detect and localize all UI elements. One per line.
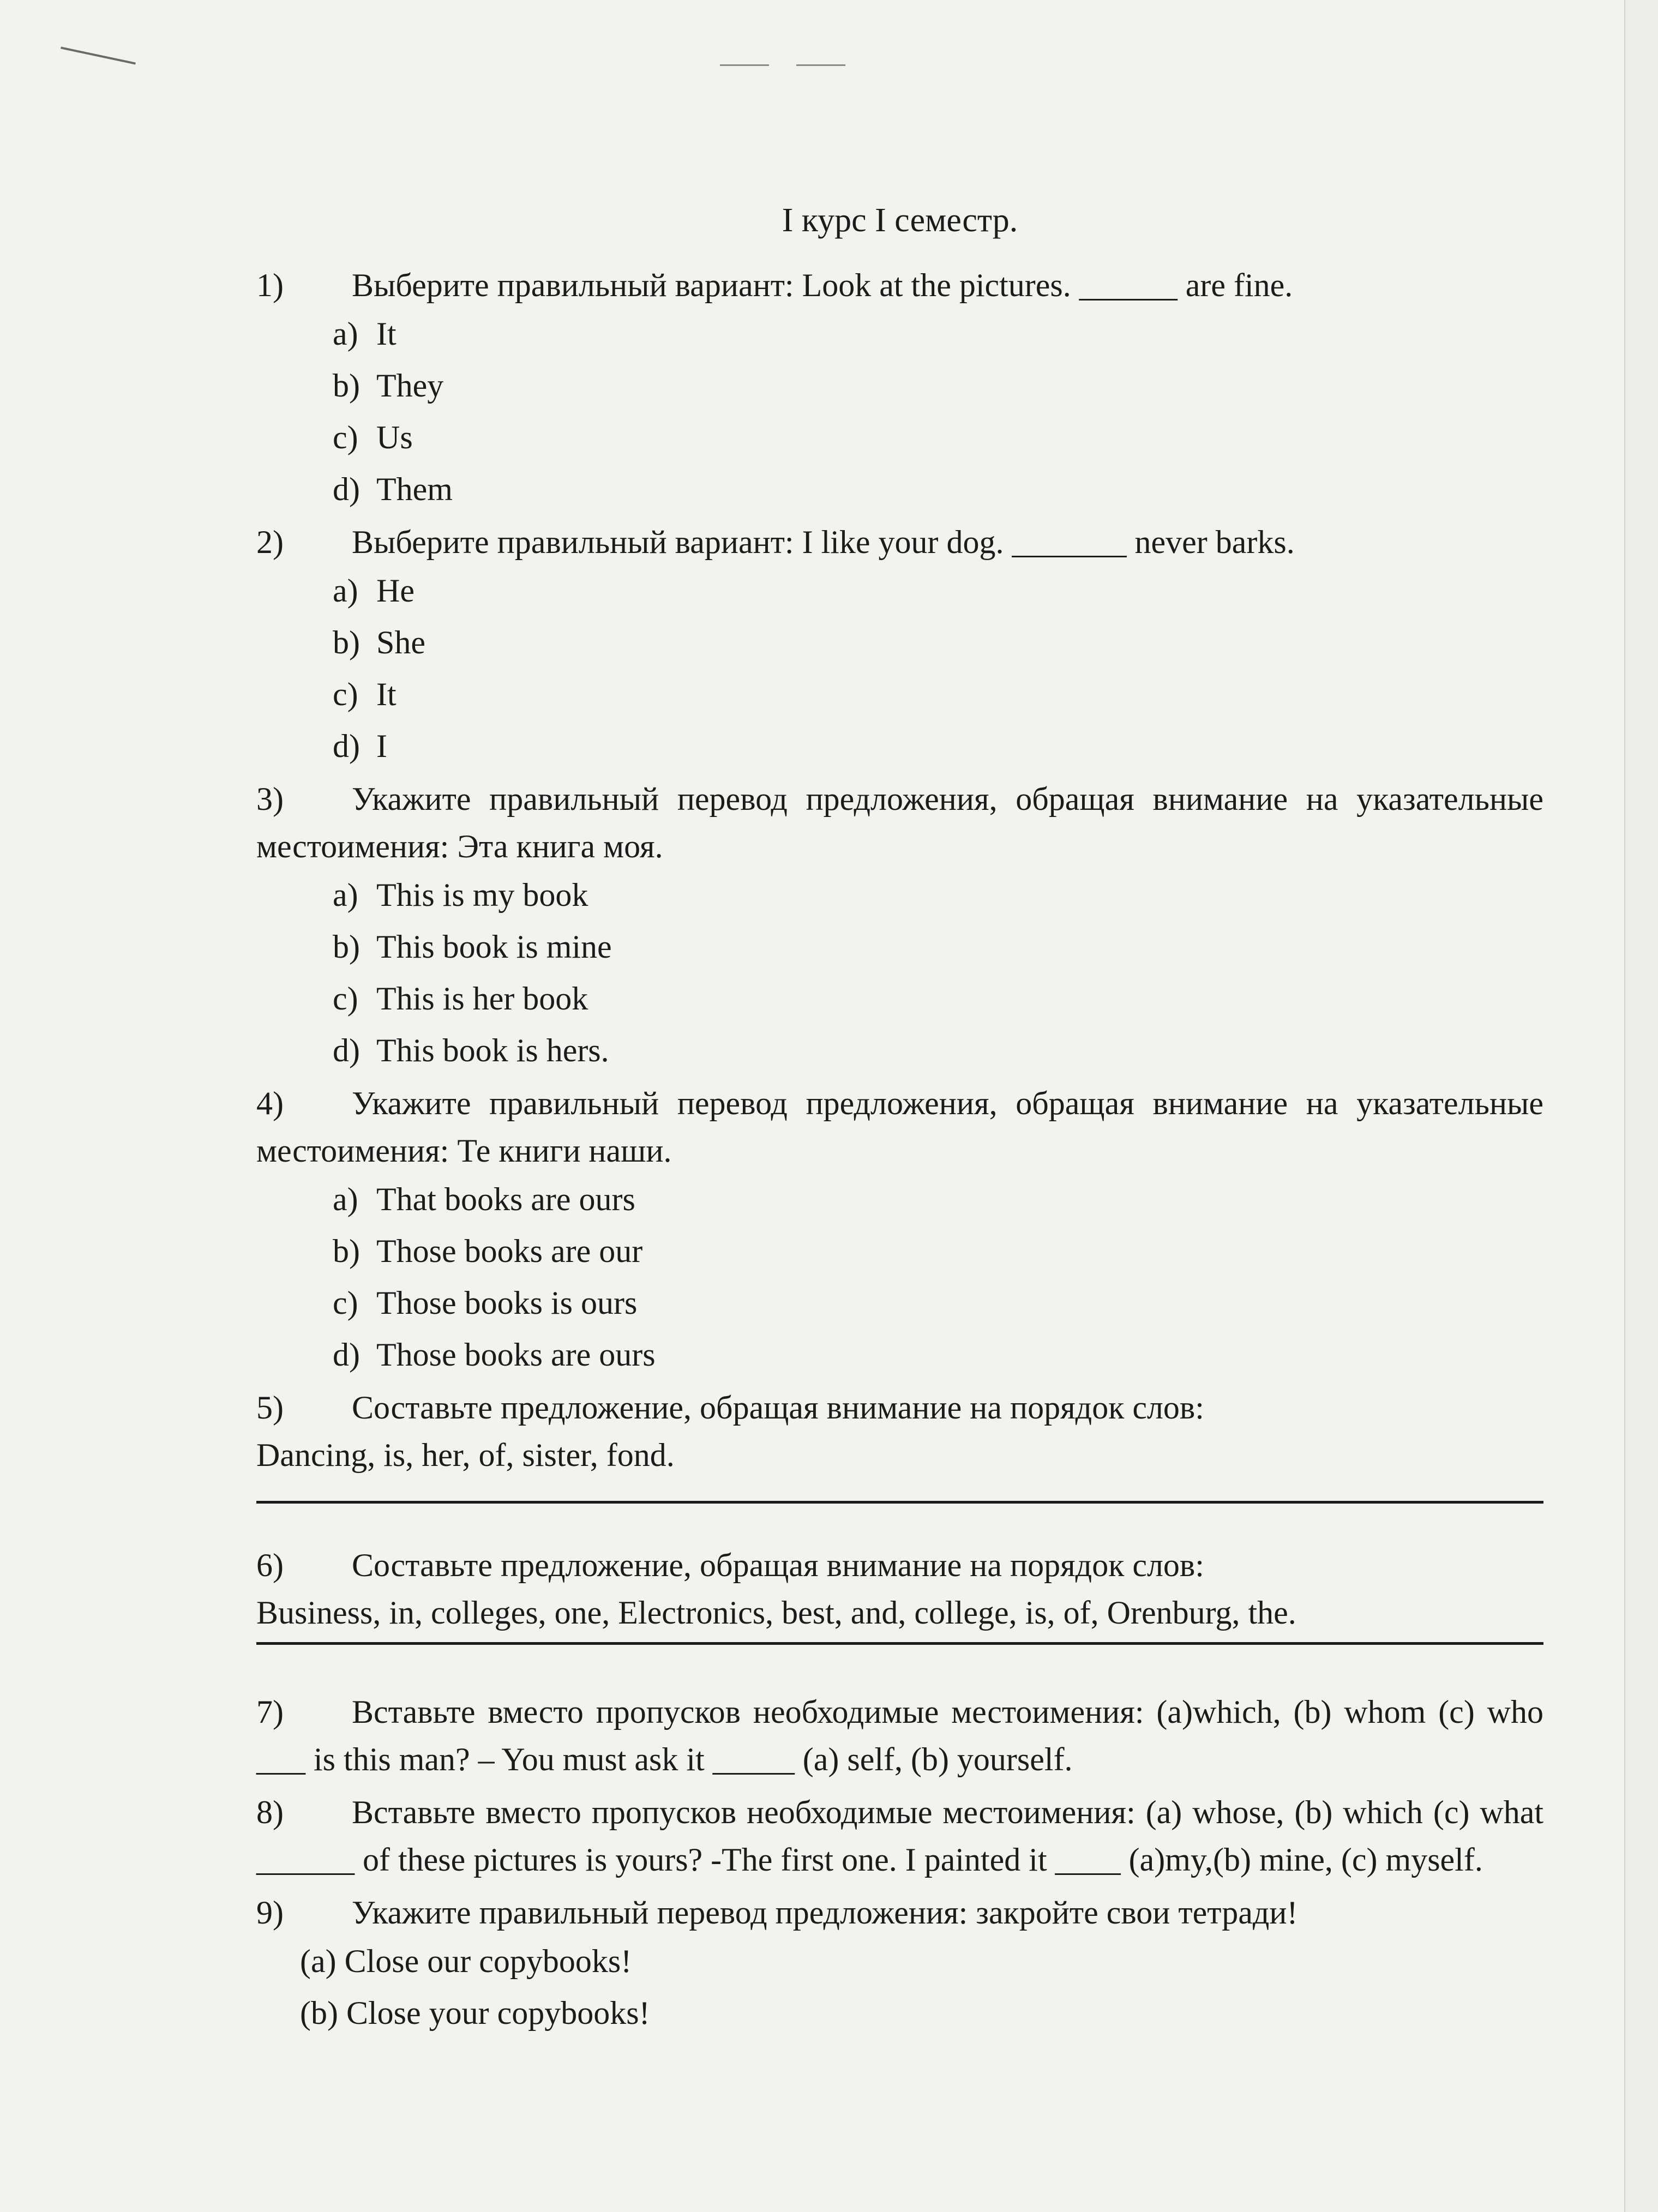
question-6 xyxy=(256,1542,1543,1589)
question-5 xyxy=(256,1384,1543,1432)
option-item xyxy=(333,414,1543,461)
option-letter: c) xyxy=(333,1284,358,1321)
page-title: I курс I семестр. xyxy=(782,202,1018,239)
option-text: It xyxy=(376,315,397,352)
option-item: (b) Close your copybooks! xyxy=(300,1994,650,2031)
option-letter: d) xyxy=(333,1336,360,1373)
option-letter: d) xyxy=(333,1032,360,1068)
question-number: 5) xyxy=(256,1389,284,1426)
option-letter: b) xyxy=(333,1233,360,1269)
top-dash-mark xyxy=(720,64,769,66)
option-text: She xyxy=(376,624,425,660)
option-letter: a) xyxy=(333,572,358,609)
option-item xyxy=(333,362,1543,410)
option-text: That books are ours xyxy=(376,1181,635,1217)
question-7 xyxy=(256,1688,1543,1783)
question-text: Составьте предложение, обращая внимание на порядок слов: xyxy=(352,1547,1204,1583)
question-number: 6) xyxy=(256,1547,284,1583)
option-text: This is my book xyxy=(376,876,588,913)
options-list xyxy=(333,567,1543,770)
option-item xyxy=(333,1279,1543,1327)
question-number: 2) xyxy=(256,524,284,560)
options-list xyxy=(300,1938,1543,2037)
option-text: They xyxy=(376,367,444,404)
options-list xyxy=(333,310,1543,513)
worksheet-content xyxy=(256,196,1543,2041)
option-item xyxy=(333,1331,1543,1379)
option-text: It xyxy=(376,676,397,712)
question-text: Укажите правильный перевод предложения, обращая внимание на указательные местоимения: Те книги наши. xyxy=(256,1085,1543,1169)
option-item xyxy=(333,1027,1543,1074)
top-dash-mark xyxy=(796,64,845,66)
option-letter: c) xyxy=(333,980,358,1017)
question-text: Выберите правильный вариант: Look at the pictures. ______ are fine. xyxy=(352,267,1293,303)
option-item xyxy=(333,1176,1543,1223)
question-1 xyxy=(256,262,1543,309)
question-number: 8) xyxy=(256,1794,284,1830)
option-letter: b) xyxy=(333,928,360,965)
word-list: Business, in, colleges, one, Electronics, best, and, college, is, of, Orenburg, the. xyxy=(256,1589,1543,1645)
question-number: 3) xyxy=(256,780,284,817)
question-number: 1) xyxy=(256,267,284,303)
option-item xyxy=(333,619,1543,666)
question-9 xyxy=(256,1889,1543,1937)
option-letter: c) xyxy=(333,676,358,712)
option-item xyxy=(333,567,1543,615)
option-item xyxy=(333,871,1543,919)
question-text: Вставьте вместо пропусков необходимые местоимения: (a) whose, (b) which (c) what ______ of these pictures is yours? -The first one. I painted it ____ (a)my,(b) mine, (c) myself. xyxy=(256,1794,1543,1878)
option-text: This book is mine xyxy=(376,928,612,965)
question-3 xyxy=(256,776,1543,870)
option-letter: a) xyxy=(333,315,358,352)
question-number: 9) xyxy=(256,1894,284,1931)
option-item xyxy=(333,975,1543,1023)
option-item xyxy=(333,466,1543,513)
option-item xyxy=(333,923,1543,971)
answer-line[interactable] xyxy=(256,1501,1543,1504)
option-item xyxy=(333,671,1543,718)
option-text: Those books is ours xyxy=(376,1284,638,1321)
question-number: 4) xyxy=(256,1085,284,1121)
option-text: Us xyxy=(376,419,413,455)
question-text: Вставьте вместо пропусков необходимые местоимения: (a)which, (b) whom (c) who ___ is this man? – You must ask it _____ (a) self, (b) yourself. xyxy=(256,1693,1543,1777)
question-text: Составьте предложение, обращая внимание на порядок слов: xyxy=(352,1389,1204,1426)
word-list: Dancing, is, her, of, sister, fond. xyxy=(256,1436,675,1473)
question-text: Укажите правильный перевод предложения, обращая внимание на указательные местоимения: Эта книга моя. xyxy=(256,780,1543,864)
option-text: This book is hers. xyxy=(376,1032,609,1068)
question-text: Выберите правильный вариант: I like your dog. _______ never barks. xyxy=(352,524,1295,560)
option-item xyxy=(333,1228,1543,1275)
question-4 xyxy=(256,1080,1543,1175)
option-letter: b) xyxy=(333,624,360,660)
option-text: This is her book xyxy=(376,980,588,1017)
option-letter: a) xyxy=(333,1181,358,1217)
options-list xyxy=(333,1176,1543,1379)
option-letter: b) xyxy=(333,367,360,404)
question-text: Укажите правильный перевод предложения: закройте свои тетради! xyxy=(352,1894,1298,1931)
option-letter: d) xyxy=(333,728,360,764)
option-letter: c) xyxy=(333,419,358,455)
question-number: 7) xyxy=(256,1693,284,1730)
option-text: I xyxy=(376,728,387,764)
option-text: Them xyxy=(376,471,453,507)
option-item xyxy=(333,310,1543,358)
options-list xyxy=(333,871,1543,1074)
underlying-sheet-edge xyxy=(1624,0,1658,2212)
option-letter: d) xyxy=(333,471,360,507)
pencil-mark xyxy=(61,46,136,64)
option-item xyxy=(333,723,1543,770)
option-text: Those books are ours xyxy=(376,1336,656,1373)
option-item: (a) Close our copybooks! xyxy=(300,1943,632,1979)
option-text: He xyxy=(376,572,414,609)
option-letter: a) xyxy=(333,876,358,913)
question-8 xyxy=(256,1789,1543,1884)
question-2 xyxy=(256,519,1543,566)
option-text: Those books are our xyxy=(376,1233,643,1269)
